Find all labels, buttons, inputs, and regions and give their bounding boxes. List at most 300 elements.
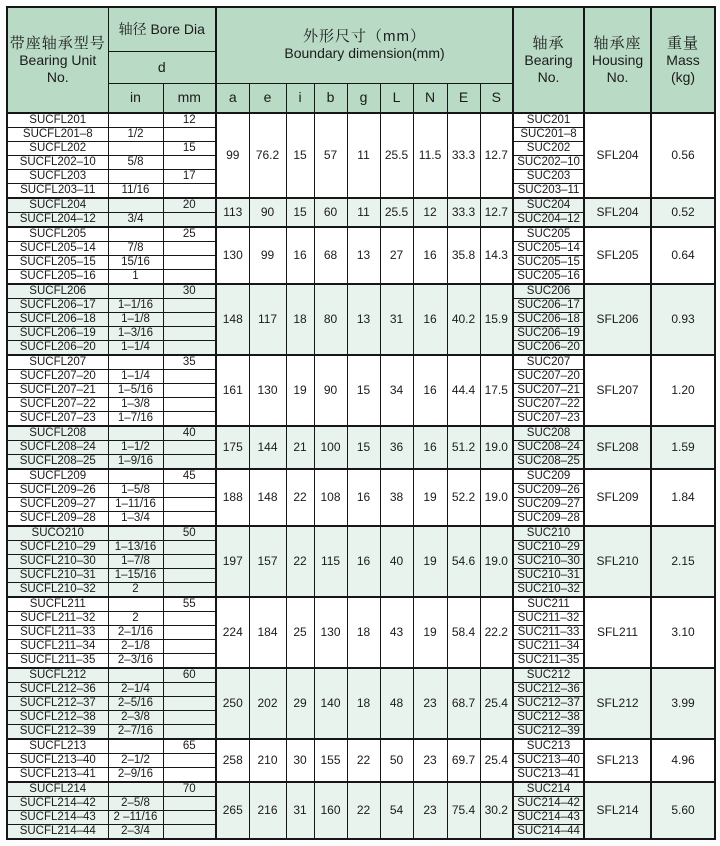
bearing-no-cell: SUC210–29 bbox=[513, 541, 584, 555]
dim-cell-L: 38 bbox=[380, 469, 413, 526]
col-header-g: g bbox=[347, 83, 380, 113]
dim-cell-a: 265 bbox=[216, 782, 249, 839]
dim-cell-E: 33.3 bbox=[447, 198, 480, 227]
col-header-b: b bbox=[314, 83, 347, 113]
bearing-no-header-en2: No. bbox=[537, 68, 560, 85]
dim-cell-b: 90 bbox=[314, 355, 347, 426]
bore-mm-cell bbox=[163, 569, 216, 583]
bore-in-cell bbox=[108, 526, 163, 541]
bearing-unit-cell: SUCFL205–15 bbox=[7, 256, 108, 270]
dim-cell-i: 22 bbox=[286, 469, 314, 526]
dim-cell-N: 16 bbox=[413, 284, 447, 355]
bore-mm-cell bbox=[163, 768, 216, 783]
col-header-S: S bbox=[480, 83, 513, 113]
bearing-unit-cell: SUCFL212 bbox=[7, 668, 108, 683]
bore-mm-cell: 60 bbox=[163, 668, 216, 683]
bore-in-cell: 2–1/4 bbox=[108, 683, 163, 697]
bore-mm-cell: 17 bbox=[163, 170, 216, 184]
dim-cell-e: 99 bbox=[249, 227, 286, 284]
dim-cell-i: 21 bbox=[286, 426, 314, 469]
bearing-unit-header-en1: Bearing Unit bbox=[19, 51, 97, 68]
bearing-no-cell: SUC202 bbox=[513, 142, 584, 156]
bore-mm-cell bbox=[163, 654, 216, 669]
housing-no-cell: SFL211 bbox=[584, 597, 651, 668]
dim-cell-a: 99 bbox=[216, 113, 249, 198]
dim-cell-L: 25.5 bbox=[380, 198, 413, 227]
housing-no-header-en1: Housing bbox=[591, 51, 644, 68]
dim-cell-g: 18 bbox=[347, 668, 380, 739]
dim-cell-e: 130 bbox=[249, 355, 286, 426]
bearing-unit-cell: SUCFL213–40 bbox=[7, 754, 108, 768]
bore-in-cell bbox=[108, 113, 163, 128]
bore-in-cell: 1–1/16 bbox=[108, 299, 163, 313]
bore-in-cell: 1–1/2 bbox=[108, 441, 163, 455]
dim-cell-L: 27 bbox=[380, 227, 413, 284]
housing-no-cell: SFL206 bbox=[584, 284, 651, 355]
bearing-no-cell: SUC207–23 bbox=[513, 412, 584, 427]
mass-cell: 0.56 bbox=[651, 113, 715, 198]
bearing-no-cell: SUC201–8 bbox=[513, 128, 584, 142]
dim-cell-a: 197 bbox=[216, 526, 249, 597]
dim-cell-b: 108 bbox=[314, 469, 347, 526]
bearing-unit-cell: SUCFL206 bbox=[7, 284, 108, 299]
bearing-no-cell: SUC214 bbox=[513, 782, 584, 797]
dim-cell-S: 19.0 bbox=[480, 526, 513, 597]
bore-mm-cell: 65 bbox=[163, 739, 216, 754]
bore-mm-cell bbox=[163, 270, 216, 285]
bore-in-cell bbox=[108, 782, 163, 797]
dim-cell-S: 19.0 bbox=[480, 469, 513, 526]
bore-mm-cell bbox=[163, 512, 216, 527]
bore-mm-cell bbox=[163, 184, 216, 199]
dim-cell-S: 25.4 bbox=[480, 739, 513, 782]
dim-cell-E: 35.8 bbox=[447, 227, 480, 284]
bearing-no-cell: SUC209–27 bbox=[513, 498, 584, 512]
bore-in-cell: 1 bbox=[108, 270, 163, 285]
bearing-unit-cell: SUCFL209–27 bbox=[7, 498, 108, 512]
dim-cell-a: 188 bbox=[216, 469, 249, 526]
bearing-unit-cell: SUCFL212–39 bbox=[7, 725, 108, 740]
bore-in-cell: 2–1/2 bbox=[108, 754, 163, 768]
bearing-unit-cell: SUCFL206–17 bbox=[7, 299, 108, 313]
table-row bbox=[7, 426, 715, 441]
housing-no-cell: SFL212 bbox=[584, 668, 651, 739]
bore-in-cell: 1–15/16 bbox=[108, 569, 163, 583]
dim-cell-e: 76.2 bbox=[249, 113, 286, 198]
bearing-no-cell: SUC206 bbox=[513, 284, 584, 299]
bore-mm-cell: 45 bbox=[163, 469, 216, 484]
bearing-unit-cell: SUCFL212–36 bbox=[7, 683, 108, 697]
housing-no-cell: SFL214 bbox=[584, 782, 651, 839]
bearing-no-cell: SUC207–20 bbox=[513, 370, 584, 384]
bearing-unit-cell: SUCFL207–21 bbox=[7, 384, 108, 398]
bearing-unit-cell: SUCO210 bbox=[7, 526, 108, 541]
bearing-no-cell: SUC202–10 bbox=[513, 156, 584, 170]
col-header-a: a bbox=[216, 83, 249, 113]
bore-mm-cell bbox=[163, 797, 216, 811]
bore-in-cell: 2–9/16 bbox=[108, 768, 163, 783]
bore-mm-cell: 70 bbox=[163, 782, 216, 797]
bearing-no-cell: SUC213–41 bbox=[513, 768, 584, 783]
bore-mm-cell bbox=[163, 612, 216, 626]
bearing-no-cell: SUC207–22 bbox=[513, 398, 584, 412]
bore-in-cell: 1–11/16 bbox=[108, 498, 163, 512]
bearing-unit-cell: SUCFL207–20 bbox=[7, 370, 108, 384]
dim-cell-i: 25 bbox=[286, 597, 314, 668]
bearing-no-cell: SUC206–20 bbox=[513, 341, 584, 356]
dim-cell-E: 52.2 bbox=[447, 469, 480, 526]
bore-mm-cell bbox=[163, 384, 216, 398]
bore-mm-cell bbox=[163, 299, 216, 313]
bearing-unit-cell: SUCFL211–34 bbox=[7, 640, 108, 654]
dim-cell-g: 13 bbox=[347, 227, 380, 284]
dim-cell-N: 11.5 bbox=[413, 113, 447, 198]
bore-mm-cell bbox=[163, 697, 216, 711]
dim-cell-S: 17.5 bbox=[480, 355, 513, 426]
col-header-L: L bbox=[380, 83, 413, 113]
dim-cell-a: 250 bbox=[216, 668, 249, 739]
col-header-mm: mm bbox=[163, 83, 216, 113]
dim-cell-a: 113 bbox=[216, 198, 249, 227]
bore-mm-cell: 40 bbox=[163, 426, 216, 441]
bore-in-cell bbox=[108, 597, 163, 612]
housing-no-header-zh: 轴承座 bbox=[593, 34, 642, 52]
bore-in-cell: 3/4 bbox=[108, 213, 163, 228]
bearing-no-cell: SUC210 bbox=[513, 526, 584, 541]
bore-mm-cell bbox=[163, 242, 216, 256]
bearing-no-cell: SUC211 bbox=[513, 597, 584, 612]
table-body bbox=[7, 113, 715, 839]
bearing-no-cell: SUC209–26 bbox=[513, 484, 584, 498]
dim-cell-E: 44.4 bbox=[447, 355, 480, 426]
mass-cell: 1.84 bbox=[651, 469, 715, 526]
bore-mm-cell bbox=[163, 128, 216, 142]
dim-cell-a: 224 bbox=[216, 597, 249, 668]
bearing-no-cell: SUC214–44 bbox=[513, 825, 584, 840]
col-header-in: in bbox=[108, 83, 163, 113]
bore-in-cell: 1–1/8 bbox=[108, 313, 163, 327]
dim-cell-L: 34 bbox=[380, 355, 413, 426]
bore-in-cell bbox=[108, 469, 163, 484]
col-header-N: N bbox=[413, 83, 447, 113]
bore-in-cell: 2 bbox=[108, 583, 163, 598]
dim-cell-S: 12.7 bbox=[480, 113, 513, 198]
mass-header-en1: Mass bbox=[666, 51, 700, 68]
bore-in-cell: 1/2 bbox=[108, 128, 163, 142]
dim-cell-e: 90 bbox=[249, 198, 286, 227]
dim-cell-L: 36 bbox=[380, 426, 413, 469]
bore-in-cell bbox=[108, 227, 163, 242]
bore-in-cell bbox=[108, 198, 163, 213]
bore-mm-cell bbox=[163, 811, 216, 825]
bore-mm-cell bbox=[163, 412, 216, 427]
dim-cell-a: 175 bbox=[216, 426, 249, 469]
bore-in-cell: 7/8 bbox=[108, 242, 163, 256]
dim-cell-g: 22 bbox=[347, 739, 380, 782]
dim-cell-e: 157 bbox=[249, 526, 286, 597]
bearing-unit-cell: SUCFL211 bbox=[7, 597, 108, 612]
col-header-housing-no bbox=[584, 7, 651, 113]
bore-mm-cell bbox=[163, 398, 216, 412]
bearing-unit-cell: SUCFL210–31 bbox=[7, 569, 108, 583]
housing-no-cell: SFL213 bbox=[584, 739, 651, 782]
bore-in-cell: 1–7/16 bbox=[108, 412, 163, 427]
bore-in-cell: 2–3/8 bbox=[108, 711, 163, 725]
housing-no-cell: SFL204 bbox=[584, 113, 651, 198]
bore-mm-cell bbox=[163, 484, 216, 498]
bearing-unit-cell: SUCFL204–12 bbox=[7, 213, 108, 228]
bore-mm-cell bbox=[163, 683, 216, 697]
bearing-unit-cell: SUCFL211–35 bbox=[7, 654, 108, 669]
bore-mm-cell bbox=[163, 313, 216, 327]
dim-cell-N: 23 bbox=[413, 782, 447, 839]
bearing-no-cell: SUC210–31 bbox=[513, 569, 584, 583]
bore-mm-cell bbox=[163, 256, 216, 270]
bearing-no-header-zh: 轴承 bbox=[532, 34, 565, 52]
bore-in-cell: 15/16 bbox=[108, 256, 163, 270]
bearing-no-cell: SUC211–34 bbox=[513, 640, 584, 654]
bearing-no-cell: SUC206–19 bbox=[513, 327, 584, 341]
table-row bbox=[7, 227, 715, 242]
bore-in-cell: 1–5/8 bbox=[108, 484, 163, 498]
bearing-no-cell: SUC212 bbox=[513, 668, 584, 683]
bore-mm-cell: 50 bbox=[163, 526, 216, 541]
bearing-no-cell: SUC205–14 bbox=[513, 242, 584, 256]
dim-cell-i: 18 bbox=[286, 284, 314, 355]
table-row bbox=[7, 284, 715, 299]
bearing-unit-cell: SUCFL212–38 bbox=[7, 711, 108, 725]
table-row bbox=[7, 113, 715, 128]
dim-cell-N: 16 bbox=[413, 426, 447, 469]
bearing-unit-cell: SUCFL211–33 bbox=[7, 626, 108, 640]
bore-in-cell: 1–7/8 bbox=[108, 555, 163, 569]
table-row bbox=[7, 739, 715, 754]
dim-cell-i: 22 bbox=[286, 526, 314, 597]
housing-no-header-en2: No. bbox=[606, 68, 629, 85]
bearing-no-cell: SUC207 bbox=[513, 355, 584, 370]
bearing-unit-cell: SUCFL205–16 bbox=[7, 270, 108, 285]
mass-cell: 2.15 bbox=[651, 526, 715, 597]
bore-in-cell: 1–3/8 bbox=[108, 398, 163, 412]
col-header-d: d bbox=[108, 51, 216, 83]
bearing-unit-cell: SUCFL207–22 bbox=[7, 398, 108, 412]
col-header-e: e bbox=[249, 83, 286, 113]
col-header-E: E bbox=[447, 83, 480, 113]
dim-cell-e: 216 bbox=[249, 782, 286, 839]
mass-cell: 3.99 bbox=[651, 668, 715, 739]
dim-cell-a: 161 bbox=[216, 355, 249, 426]
bore-mm-cell bbox=[163, 441, 216, 455]
bore-mm-cell bbox=[163, 711, 216, 725]
dim-cell-g: 22 bbox=[347, 782, 380, 839]
bearing-no-cell: SUC211–32 bbox=[513, 612, 584, 626]
mass-cell: 5.60 bbox=[651, 782, 715, 839]
bearing-unit-cell: SUCFL201–8 bbox=[7, 128, 108, 142]
bore-mm-cell: 12 bbox=[163, 113, 216, 128]
dim-cell-a: 130 bbox=[216, 227, 249, 284]
mass-cell: 0.52 bbox=[651, 198, 715, 227]
bore-mm-cell: 25 bbox=[163, 227, 216, 242]
bearing-no-cell: SUC212–38 bbox=[513, 711, 584, 725]
bore-in-cell bbox=[108, 668, 163, 683]
bearing-no-cell: SUC213 bbox=[513, 739, 584, 754]
bearing-no-cell: SUC208–25 bbox=[513, 455, 584, 470]
bore-in-cell bbox=[108, 355, 163, 370]
bearing-unit-cell: SUCFL203–11 bbox=[7, 184, 108, 199]
boundary-dimension-header-en: Boundary dimension(mm) bbox=[284, 45, 445, 62]
bore-in-cell: 2–1/16 bbox=[108, 626, 163, 640]
bore-mm-cell bbox=[163, 725, 216, 740]
bearing-no-cell: SUC211–35 bbox=[513, 654, 584, 669]
dim-cell-b: 100 bbox=[314, 426, 347, 469]
bearing-unit-cell: SUCFL202–10 bbox=[7, 156, 108, 170]
dim-cell-i: 31 bbox=[286, 782, 314, 839]
bore-in-cell: 1–1/4 bbox=[108, 370, 163, 384]
bore-in-cell: 2–7/16 bbox=[108, 725, 163, 740]
col-header-boundary-dimension bbox=[216, 7, 513, 83]
bearing-no-cell: SUC213–40 bbox=[513, 754, 584, 768]
bore-mm-cell bbox=[163, 498, 216, 512]
bore-mm-cell: 15 bbox=[163, 142, 216, 156]
bore-in-cell: 1–3/16 bbox=[108, 327, 163, 341]
bearing-unit-cell: SUCFL209 bbox=[7, 469, 108, 484]
bore-in-cell: 1–3/4 bbox=[108, 512, 163, 527]
housing-no-cell: SFL204 bbox=[584, 198, 651, 227]
bearing-unit-cell: SUCFL205–14 bbox=[7, 242, 108, 256]
bearing-no-cell: SUC209–28 bbox=[513, 512, 584, 527]
housing-no-cell: SFL205 bbox=[584, 227, 651, 284]
dim-cell-g: 15 bbox=[347, 355, 380, 426]
dim-cell-E: 51.2 bbox=[447, 426, 480, 469]
bearing-unit-cell: SUCFL208–24 bbox=[7, 441, 108, 455]
housing-no-cell: SFL208 bbox=[584, 426, 651, 469]
dim-cell-b: 130 bbox=[314, 597, 347, 668]
dim-cell-g: 15 bbox=[347, 426, 380, 469]
bore-dia-header-label: 轴径 Bore Dia bbox=[118, 20, 205, 37]
dim-cell-S: 14.3 bbox=[480, 227, 513, 284]
dim-cell-a: 258 bbox=[216, 739, 249, 782]
bearing-unit-cell: SUCFL208 bbox=[7, 426, 108, 441]
dim-cell-b: 140 bbox=[314, 668, 347, 739]
bearing-no-cell: SUC206–18 bbox=[513, 313, 584, 327]
bearing-no-cell: SUC206–17 bbox=[513, 299, 584, 313]
col-header-mass bbox=[651, 7, 715, 113]
bearing-unit-cell: SUCFL210–30 bbox=[7, 555, 108, 569]
dim-cell-i: 29 bbox=[286, 668, 314, 739]
bearing-unit-cell: SUCFL209–26 bbox=[7, 484, 108, 498]
bore-in-cell: 1–5/16 bbox=[108, 384, 163, 398]
dim-cell-N: 19 bbox=[413, 469, 447, 526]
dim-cell-S: 19.0 bbox=[480, 426, 513, 469]
mass-header-zh: 重量 bbox=[667, 34, 700, 52]
bearing-unit-cell: SUCFL204 bbox=[7, 198, 108, 213]
dim-cell-L: 54 bbox=[380, 782, 413, 839]
dim-cell-N: 23 bbox=[413, 739, 447, 782]
bearing-no-cell: SUC208–24 bbox=[513, 441, 584, 455]
dim-cell-E: 40.2 bbox=[447, 284, 480, 355]
mass-cell: 4.96 bbox=[651, 739, 715, 782]
bearing-no-cell: SUC208 bbox=[513, 426, 584, 441]
bearing-no-cell: SUC212–39 bbox=[513, 725, 584, 740]
dim-cell-S: 22.2 bbox=[480, 597, 513, 668]
dim-cell-E: 69.7 bbox=[447, 739, 480, 782]
bore-mm-cell bbox=[163, 327, 216, 341]
dim-cell-i: 16 bbox=[286, 227, 314, 284]
bore-in-cell: 1–9/16 bbox=[108, 455, 163, 470]
dim-cell-b: 115 bbox=[314, 526, 347, 597]
bore-mm-cell bbox=[163, 825, 216, 840]
bore-in-cell: 2 bbox=[108, 612, 163, 626]
dim-cell-e: 148 bbox=[249, 469, 286, 526]
dim-cell-L: 48 bbox=[380, 668, 413, 739]
bore-mm-cell bbox=[163, 640, 216, 654]
bore-mm-cell bbox=[163, 370, 216, 384]
bearing-no-cell: SUC211–33 bbox=[513, 626, 584, 640]
bearing-no-cell: SUC210–32 bbox=[513, 583, 584, 598]
bearing-no-cell: SUC204 bbox=[513, 198, 584, 213]
bore-in-cell bbox=[108, 284, 163, 299]
bearing-no-cell: SUC205–16 bbox=[513, 270, 584, 285]
bearing-unit-header-en2: No. bbox=[46, 68, 69, 85]
bearing-unit-cell: SUCFL208–25 bbox=[7, 455, 108, 470]
bore-in-cell bbox=[108, 142, 163, 156]
bore-mm-cell: 20 bbox=[163, 198, 216, 213]
bearing-unit-header-zh: 带座轴承型号 bbox=[9, 34, 106, 52]
bore-in-cell: 1–1/4 bbox=[108, 341, 163, 356]
dim-cell-g: 16 bbox=[347, 526, 380, 597]
dim-cell-g: 13 bbox=[347, 284, 380, 355]
housing-no-cell: SFL207 bbox=[584, 355, 651, 426]
bearing-unit-cell: SUCFL210–32 bbox=[7, 583, 108, 598]
bore-in-cell: 2 –11/16 bbox=[108, 811, 163, 825]
mass-cell: 3.10 bbox=[651, 597, 715, 668]
dim-cell-N: 16 bbox=[413, 227, 447, 284]
bore-mm-cell bbox=[163, 541, 216, 555]
table-row bbox=[7, 668, 715, 683]
bearing-no-cell: SUC207–21 bbox=[513, 384, 584, 398]
bearing-no-cell: SUC201 bbox=[513, 113, 584, 128]
dim-cell-g: 11 bbox=[347, 113, 380, 198]
bearing-unit-cell: SUCFL206–20 bbox=[7, 341, 108, 356]
bearing-unit-cell: SUCFL202 bbox=[7, 142, 108, 156]
housing-no-cell: SFL210 bbox=[584, 526, 651, 597]
dim-cell-e: 144 bbox=[249, 426, 286, 469]
bearing-no-cell: SUC203–11 bbox=[513, 184, 584, 199]
bearing-unit-cell: SUCFL205 bbox=[7, 227, 108, 242]
dim-cell-g: 18 bbox=[347, 597, 380, 668]
dim-cell-N: 23 bbox=[413, 668, 447, 739]
dim-cell-N: 16 bbox=[413, 355, 447, 426]
bore-mm-cell bbox=[163, 156, 216, 170]
bearing-no-cell: SUC203 bbox=[513, 170, 584, 184]
bearing-unit-cell: SUCFL206–19 bbox=[7, 327, 108, 341]
dim-cell-E: 58.4 bbox=[447, 597, 480, 668]
bearing-unit-cell: SUCFL213 bbox=[7, 739, 108, 754]
dim-cell-g: 11 bbox=[347, 198, 380, 227]
bore-in-cell: 11/16 bbox=[108, 184, 163, 199]
bearing-unit-cell: SUCFL214–42 bbox=[7, 797, 108, 811]
bore-mm-cell bbox=[163, 583, 216, 598]
bore-mm-cell bbox=[163, 341, 216, 356]
table-row bbox=[7, 355, 715, 370]
mass-cell: 0.64 bbox=[651, 227, 715, 284]
bearing-unit-cell: SUCFL211–32 bbox=[7, 612, 108, 626]
bearing-no-cell: SUC204–12 bbox=[513, 213, 584, 228]
bore-in-cell: 5/8 bbox=[108, 156, 163, 170]
bearing-unit-cell: SUCFL212–37 bbox=[7, 697, 108, 711]
bore-mm-cell bbox=[163, 754, 216, 768]
bore-mm-cell bbox=[163, 213, 216, 228]
